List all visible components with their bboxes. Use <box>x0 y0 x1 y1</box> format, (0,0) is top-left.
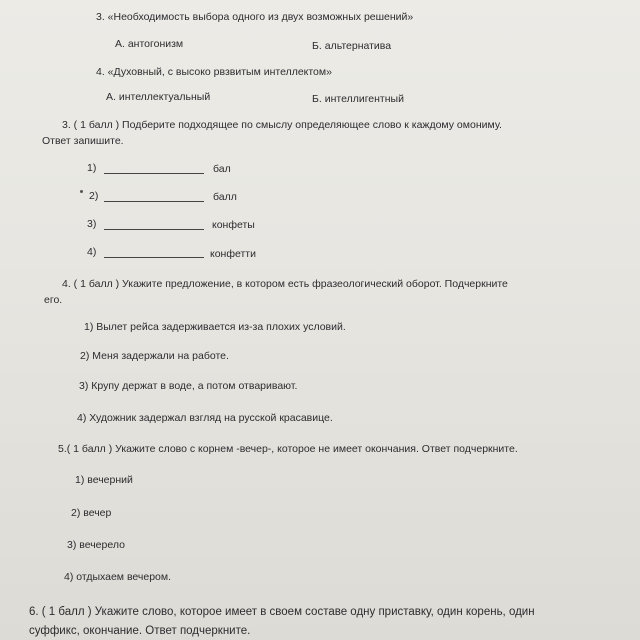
task6-instruction-line1: 6. ( 1 балл ) Укажите слово, которое имеет в своем составе одну приставку, один корень, один <box>29 606 535 618</box>
answer-blank <box>104 173 204 174</box>
task3-item-word: конфеты <box>212 219 255 231</box>
task3-instruction-line2: Ответ запишите. <box>42 135 124 147</box>
answer-blank <box>104 201 204 202</box>
question-dukh-option-a: А. интеллектуальный <box>106 91 211 103</box>
task4-option: 1) Вылет рейса задерживается из-за плохих условий. <box>84 321 346 333</box>
task4-option: 4) Художник задержал взгляд на русской красавице. <box>77 412 333 424</box>
task5-option: 3) вечерело <box>67 539 125 551</box>
task3-item-word: бал <box>213 163 231 175</box>
task5-option: 1) вечерний <box>75 474 133 486</box>
answer-blank <box>104 257 204 258</box>
question-dukh-stem: 4. «Духовный, с высоко рвзвитым интеллектом» <box>96 66 332 78</box>
pen-mark <box>80 190 83 193</box>
task3-item-word: конфетти <box>210 248 256 260</box>
task5-option: 2) вечер <box>71 507 112 519</box>
task3-item-number: 2) <box>89 190 99 202</box>
task3-item-word: балл <box>213 191 237 203</box>
task4-instruction-line2: его. <box>44 294 63 306</box>
answer-blank <box>104 229 204 230</box>
question-vybor-stem: 3. «Необходимость выбора одного из двух возможных решений» <box>96 11 414 23</box>
task4-instruction-line1: 4. ( 1 балл ) Укажите предложение, в котором есть фразеологический оборот. Подчеркните <box>62 278 508 290</box>
question-vybor-option-b: Б. альтернатива <box>312 40 392 52</box>
question-dukh-option-b: Б. интеллигентный <box>312 93 404 105</box>
task5-instruction: 5.( 1 балл ) Укажите слово с корнем -вечер-, которое не имеет окончания. Ответ подчеркните. <box>58 443 518 455</box>
question-vybor-option-a: А. антогонизм <box>115 38 184 50</box>
task3-item-number: 1) <box>87 162 97 174</box>
task3-item-number: 3) <box>87 218 97 230</box>
task4-option: 2) Меня задержали на работе. <box>80 350 229 362</box>
task6-instruction-line2: суффикс, окончание. Ответ подчеркните. <box>29 625 251 637</box>
task3-item-number: 4) <box>87 246 97 258</box>
task3-instruction-line1: 3. ( 1 балл ) Подберите подходящее по смыслу определяющее слово к каждому омониму. <box>62 119 502 131</box>
task5-option: 4) отдыхаем вечером. <box>64 571 172 583</box>
task4-option: 3) Крупу держат в воде, а потом отваривают. <box>79 380 298 392</box>
